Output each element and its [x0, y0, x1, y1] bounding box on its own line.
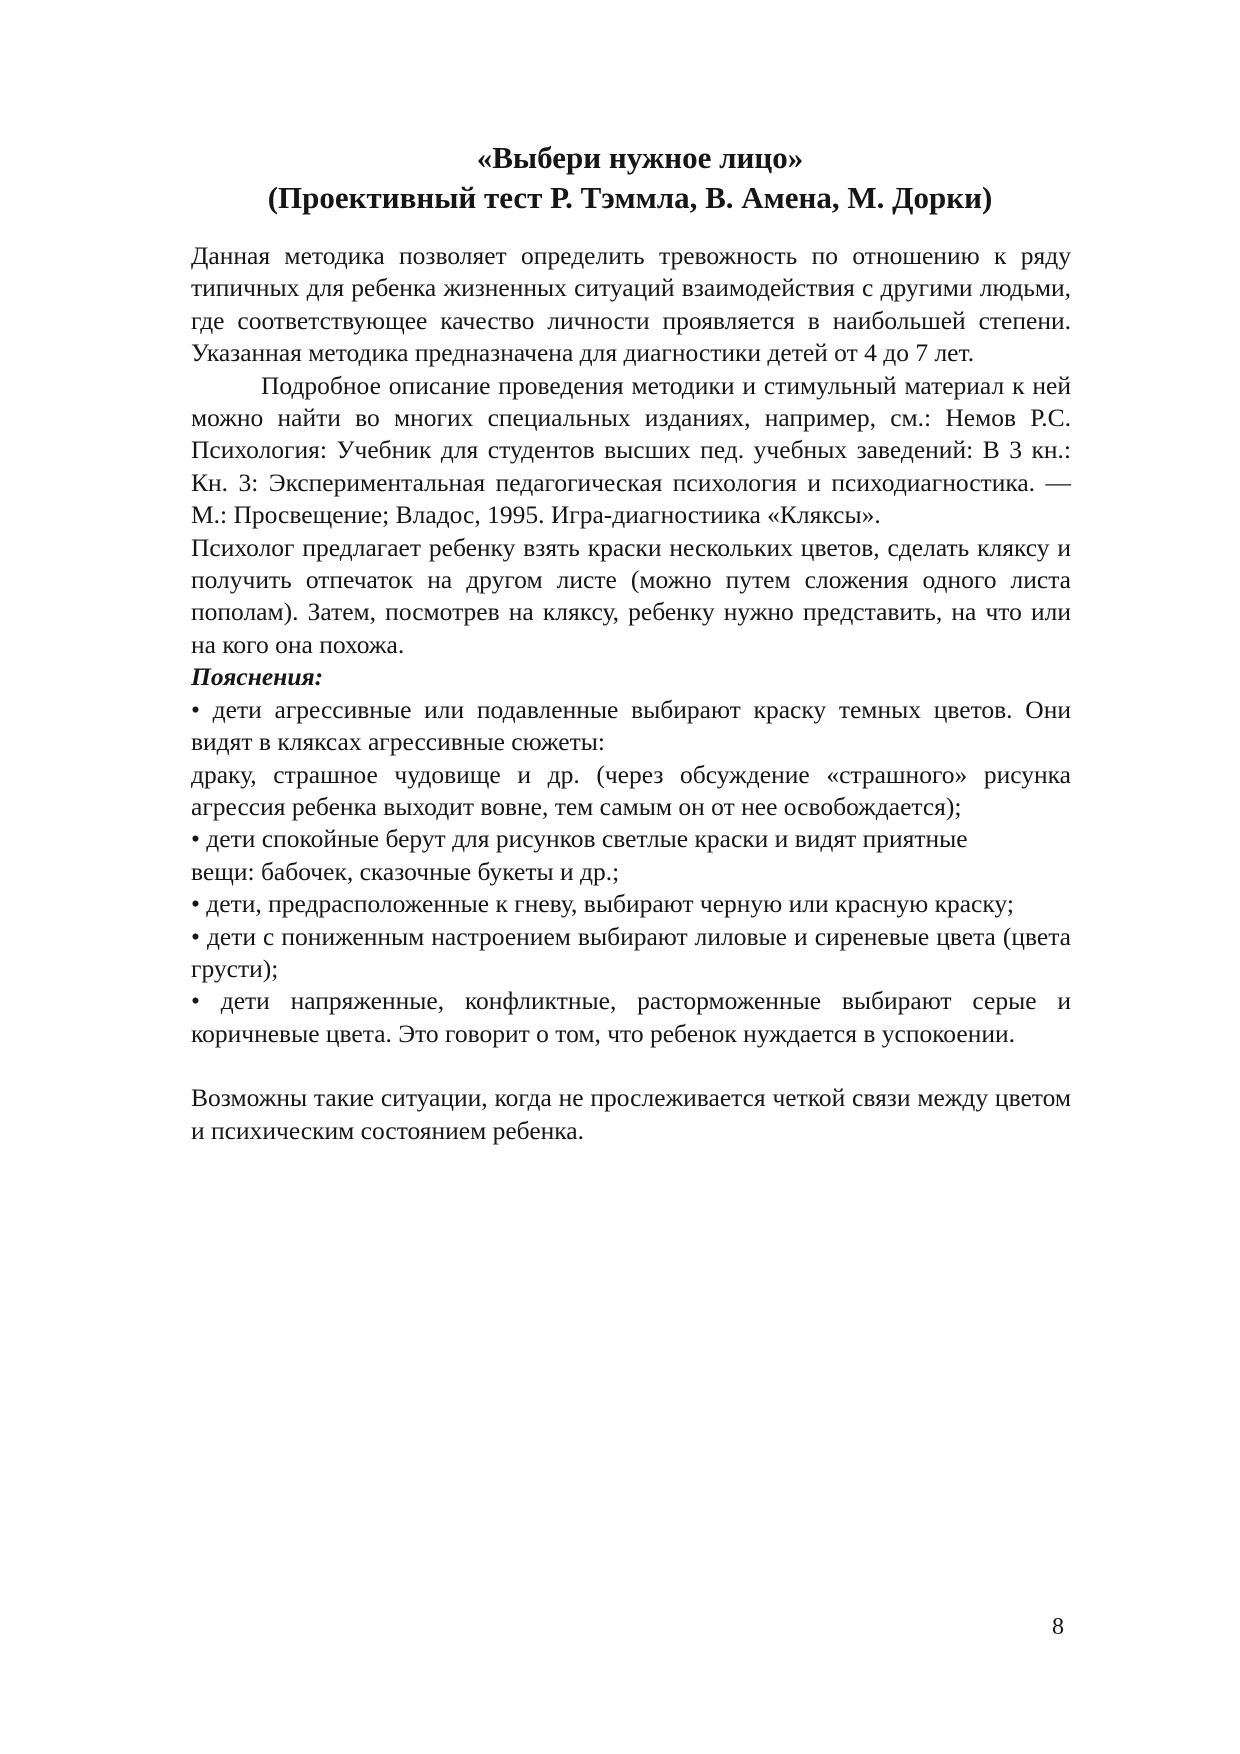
list-item-5: • дети напряженные, конфликтные, расторможенные выбирают серые и коричневые цвета. Это говорит о том, что ребенок нуждается в успокоении. [191, 986, 1071, 1048]
list-item-3: • дети, предрасположенные к гневу, выбирают черную или красную краску; [191, 889, 1014, 919]
title-line-2: (Проективный тест Р. Тэммла, В. Амена, М. Дорки) [267, 180, 993, 215]
paragraph-reference: Подробное описание проведения методики и стимульный материал к ней можно найти во многих специальных изданиях, например, см.: Немов Р.С. Психология: Учебник для студентов высших пед. учебных заведений: В 3 кн.: Кн. 3: Экспериментальная педагогическая психология и психодиагностика. — М.: Просвещение; Владос, 1995. Игра-диагностиика «Кляксы». [191, 370, 1071, 530]
paragraph-gap [191, 1050, 1071, 1082]
list-item-2a: • дети спокойные берут для рисунков светлые краски и видят приятные [191, 824, 968, 854]
paragraph-conclusion: Возможны такие ситуации, когда не прослеживается четкой связи между цветом и психическим состоянием ребенка. [191, 1083, 1071, 1145]
body-text [191, 240, 1071, 1147]
paragraph-procedure: Психолог предлагает ребенку взять краски нескольких цветов, сделать кляксу и получить отпечаток на другом листе (можно путем сложения одного листа пополам). Затем, посмотрев на кляксу, ребенку нужно представить, на что или на кого она похожа. [191, 532, 1071, 659]
title-line-1: «Выбери нужное лицо» [476, 140, 804, 175]
list-item-2b: вещи: бабочек, сказочные букеты и др.; [191, 856, 620, 886]
paragraph-intro: Данная методика позволяет определить тревожность по отношению к ряду типичных для ребенка жизненных ситуаций взаимодействия с другими людьми, где соответствующее качество личности проявляется в наибольшей степени. Указанная методика предназначена для диагностики детей от 4 до 7 лет. [191, 241, 1071, 368]
explanations-heading: Пояснения: [191, 662, 324, 692]
list-item-4: • дети с пониженным настроением выбирают лиловые и сиреневые цвета (цвета грусти); [191, 921, 1071, 983]
list-item-1b: драку, страшное чудовище и др. (через обсуждение «страшного» рисунка агрессия ребенка выходит вовне, тем самым он от нее освобождается); [191, 759, 1071, 821]
page-number: 8 [1052, 1614, 1064, 1640]
page-title [190, 138, 1070, 218]
list-item-1a: • дети агрессивные или подавленные выбирают краску темных цветов. Они видят в кляксах агрессивные сюжеты: [191, 694, 1071, 757]
